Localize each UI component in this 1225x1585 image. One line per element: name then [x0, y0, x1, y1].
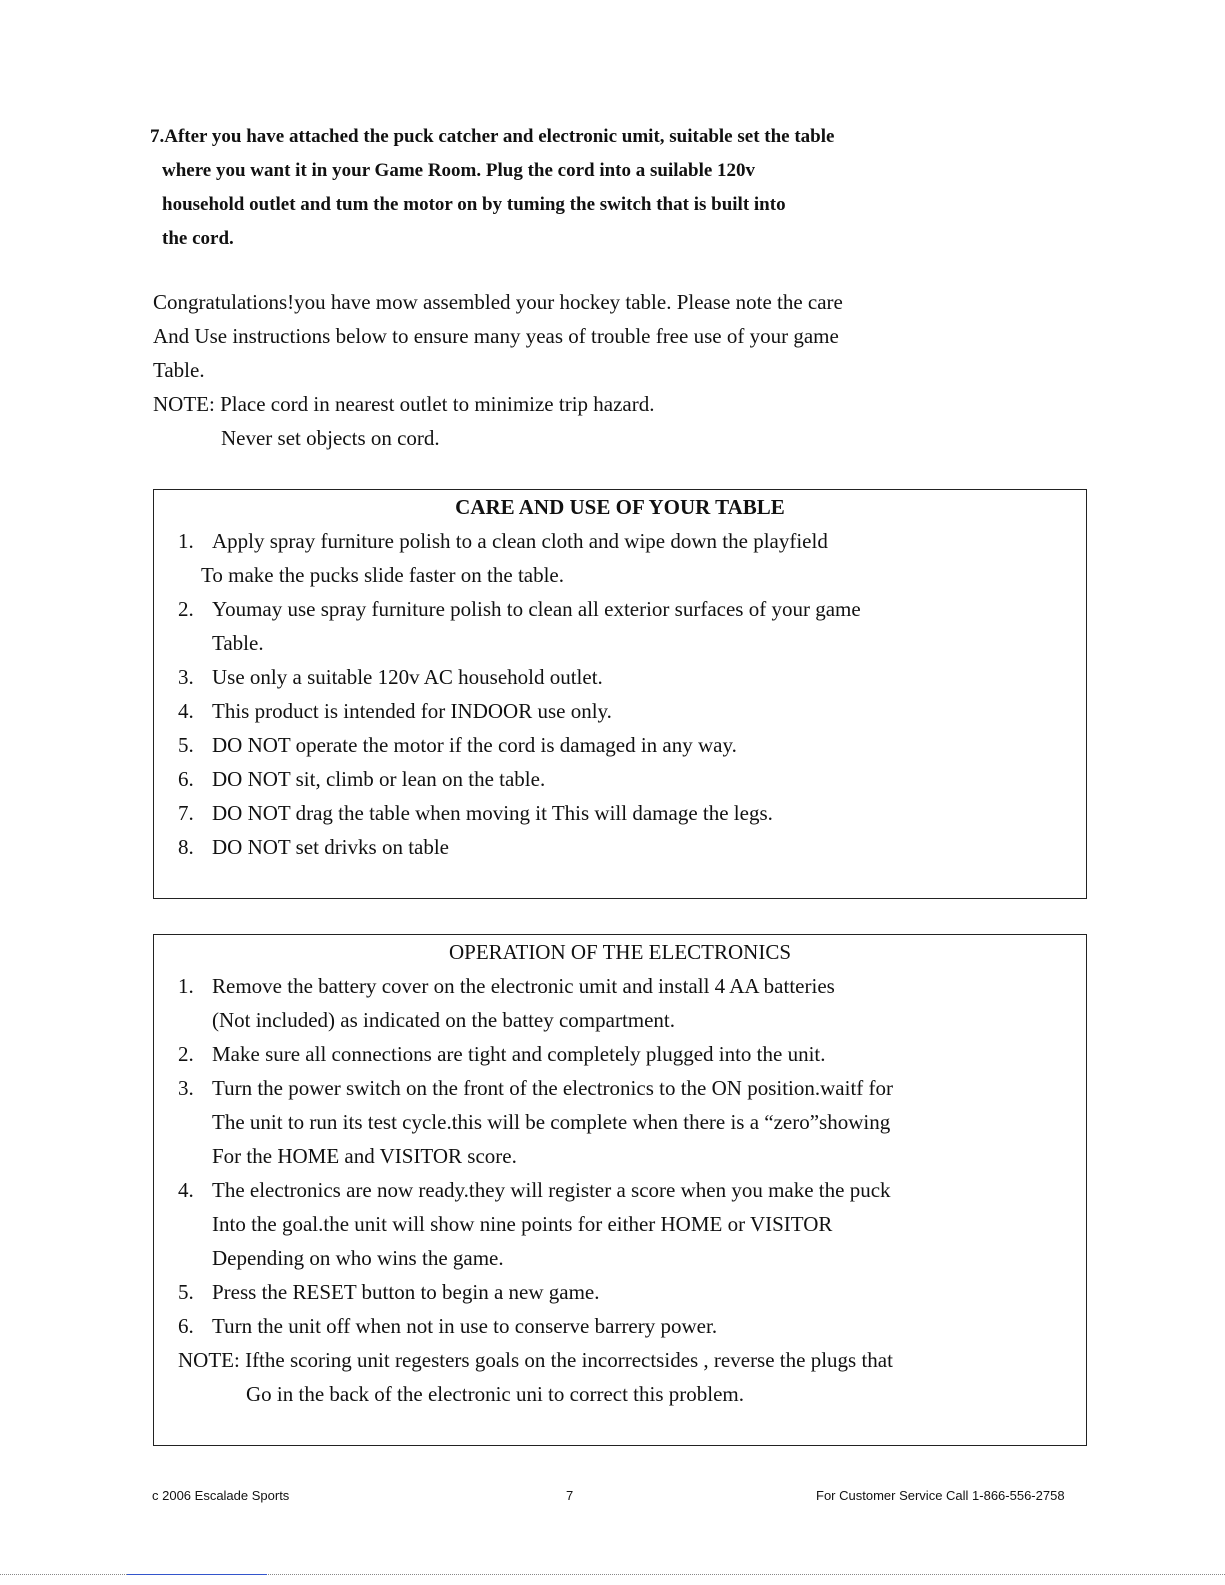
- list-item: [154, 830, 1086, 864]
- item-number: 2.: [178, 597, 194, 621]
- item-text-continuation: (Not included) as indicated on the battey compartment.: [212, 1008, 676, 1032]
- item-text: This product is intended for INDOOR use only.: [212, 699, 612, 723]
- list-item: [154, 762, 1086, 796]
- electronics-operation-box: [153, 934, 1087, 1446]
- item-text: Make sure all connections are tight and completely plugged into the unit.: [212, 1042, 826, 1066]
- list-item-continuation: [154, 1241, 1086, 1275]
- item-text: Use only a suitable 120v AC household outlet.: [212, 665, 603, 689]
- list-item: [154, 1071, 1086, 1105]
- item-number: 3.: [178, 665, 194, 689]
- item-text: Turn the unit off when not in use to conserve barrery power.: [212, 1314, 718, 1338]
- item-text-continuation: To make the pucks slide faster on the table.: [201, 563, 564, 587]
- list-item: [154, 592, 1086, 626]
- intro-line: Table.: [153, 358, 205, 382]
- care-and-use-box: [153, 489, 1087, 899]
- item-number: 1.: [178, 529, 194, 553]
- electronics-note-continuation: Go in the back of the electronic uni to correct this problem.: [246, 1382, 745, 1406]
- item-text: Press the RESET button to begin a new game.: [212, 1280, 600, 1304]
- list-item: [154, 1275, 1086, 1309]
- list-item: [154, 1037, 1086, 1071]
- item-number: 5.: [178, 1280, 194, 1304]
- item-text: DO NOT set drivks on table: [212, 835, 449, 859]
- list-item: [154, 694, 1086, 728]
- electronics-note: NOTE: Ifthe scoring unit regesters goals on the incorrectsides , reverse the plugs that: [178, 1348, 893, 1372]
- item-text: Remove the battery cover on the electronic umit and install 4 AA batteries: [212, 974, 835, 998]
- care-list: [154, 524, 1086, 864]
- list-item: [154, 969, 1086, 1003]
- list-item-continuation: [154, 558, 1086, 592]
- item-text: The electronics are now ready.they will register a score when you make the puck: [212, 1178, 891, 1202]
- step-7-line: where you want it in your Game Room. Plug the cord into a suilable 120v: [162, 160, 756, 181]
- item-text: DO NOT operate the motor if the cord is damaged in any way.: [212, 733, 737, 757]
- item-number: 3.: [178, 1076, 194, 1100]
- intro-line: And Use instructions below to ensure many yeas of trouble free use of your game: [153, 324, 839, 348]
- item-text-continuation: The unit to run its test cycle.this will be complete when there is a “zero”showing: [212, 1110, 891, 1134]
- item-text: Youmay use spray furniture polish to clean all exterior surfaces of your game: [212, 597, 861, 621]
- item-number: 4.: [178, 699, 194, 723]
- intro-note-continuation: Never set objects on cord.: [221, 426, 440, 450]
- item-text: Turn the power switch on the front of the electronics to the ON position.waitf for: [212, 1076, 894, 1100]
- intro-line: Congratulations!you have mow assembled your hockey table. Please note the care: [153, 290, 843, 314]
- congratulations-paragraph: [153, 285, 1073, 455]
- item-number: 8.: [178, 835, 194, 859]
- list-item-continuation: [154, 1139, 1086, 1173]
- item-text-continuation: For the HOME and VISITOR score.: [212, 1144, 517, 1168]
- item-number: 2.: [178, 1042, 194, 1066]
- item-number: 6.: [178, 1314, 194, 1338]
- item-text-continuation: Table.: [212, 631, 264, 655]
- list-item: [154, 1309, 1086, 1343]
- intro-note: NOTE: Place cord in nearest outlet to minimize trip hazard.: [153, 392, 655, 416]
- step-7-line: household outlet and tum the motor on by tuming the switch that is built into: [162, 194, 786, 215]
- list-item-continuation: [154, 626, 1086, 660]
- item-text: Apply spray furniture polish to a clean cloth and wipe down the playfield: [212, 529, 828, 553]
- care-title: CARE AND USE OF YOUR TABLE: [455, 495, 785, 519]
- item-text-continuation: Into the goal.the unit will show nine points for either HOME or VISITOR: [212, 1212, 833, 1236]
- page-number: 7: [566, 1488, 574, 1503]
- item-number: 7.: [178, 801, 194, 825]
- page-bottom-link-rule: [127, 1574, 267, 1575]
- electronics-list: [154, 969, 1086, 1343]
- list-item: [154, 728, 1086, 762]
- item-text: DO NOT sit, climb or lean on the table.: [212, 767, 546, 791]
- list-item: [154, 524, 1086, 558]
- list-item-continuation: [154, 1105, 1086, 1139]
- page-footer: [0, 1488, 1225, 1508]
- step-7-paragraph: [150, 120, 1050, 256]
- list-item-continuation: [154, 1003, 1086, 1037]
- item-text-continuation: Depending on who wins the game.: [212, 1246, 504, 1270]
- step-7-line: 7.After you have attached the puck catcher and electronic umit, suitable set the table: [150, 126, 835, 147]
- item-number: 5.: [178, 733, 194, 757]
- copyright-text: c 2006 Escalade Sports: [152, 1488, 290, 1503]
- list-item-continuation: [154, 1207, 1086, 1241]
- item-text: DO NOT drag the table when moving it This will damage the legs.: [212, 801, 773, 825]
- list-item: [154, 660, 1086, 694]
- list-item: [154, 796, 1086, 830]
- step-7-line: the cord.: [162, 228, 234, 249]
- electronics-title: OPERATION OF THE ELECTRONICS: [448, 940, 792, 964]
- list-item: [154, 1173, 1086, 1207]
- item-number: 4.: [178, 1178, 194, 1202]
- item-number: 1.: [178, 974, 194, 998]
- item-number: 6.: [178, 767, 194, 791]
- customer-service-text: For Customer Service Call 1-866-556-2758: [816, 1488, 1065, 1503]
